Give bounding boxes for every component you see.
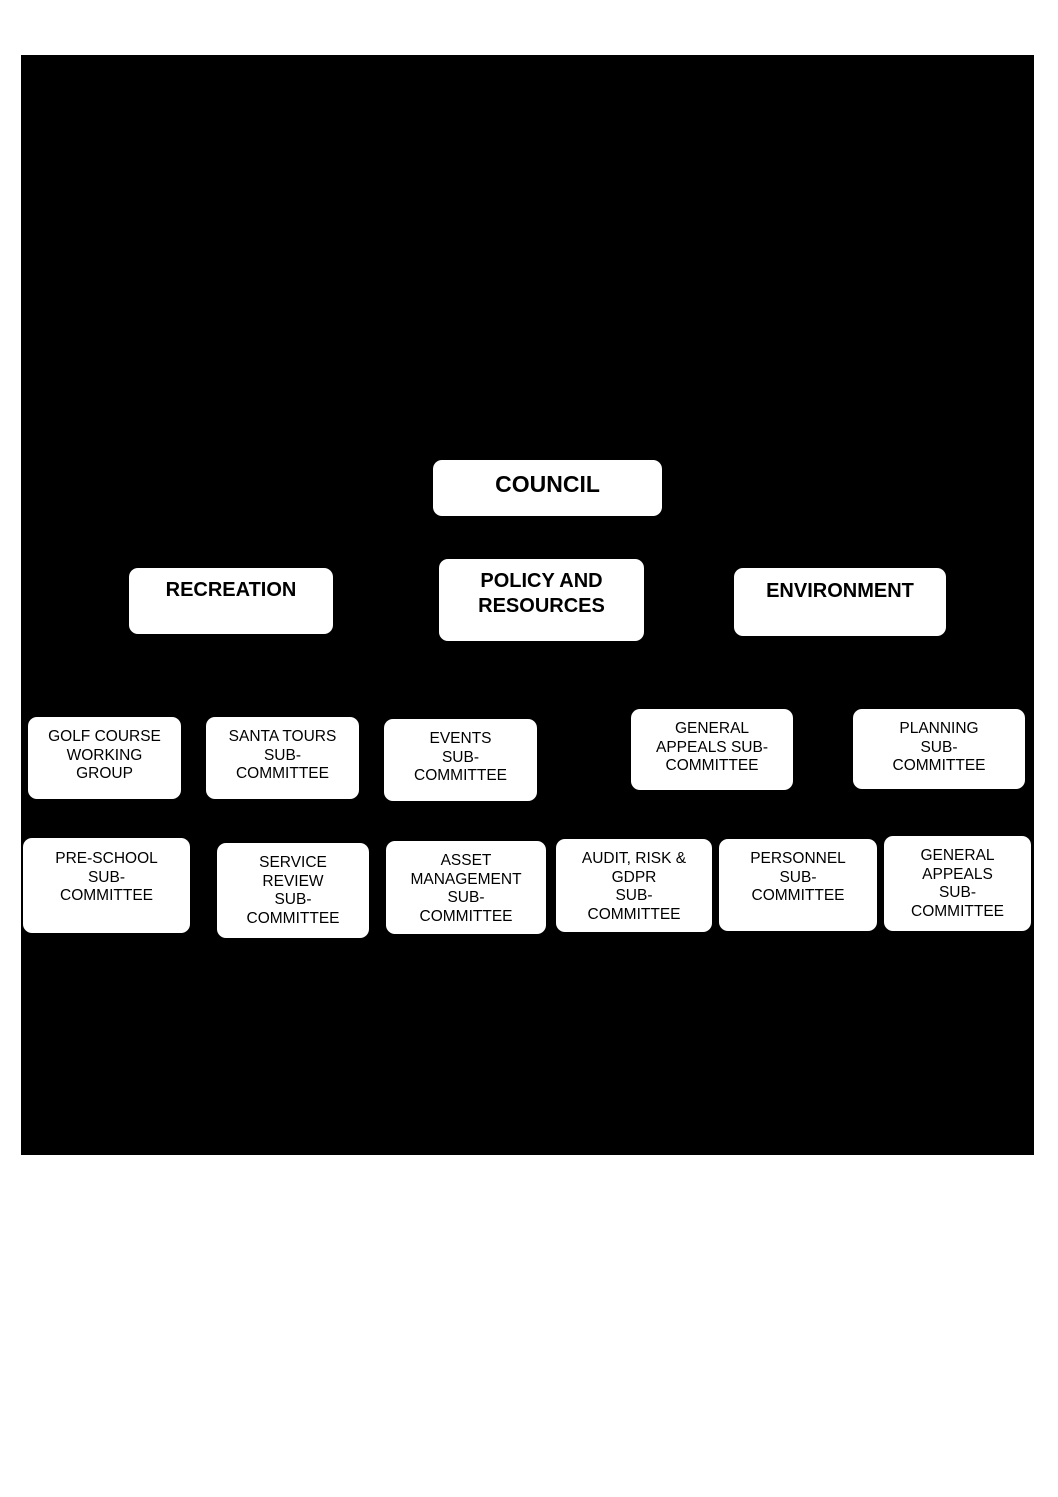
audit-risk-gdpr-subcommittee-box: AUDIT, RISK & GDPR SUB- COMMITTEE (556, 839, 712, 932)
environment-committee-box: ENVIRONMENT (734, 568, 946, 636)
recreation-committee-box: RECREATION (129, 568, 333, 634)
personnel-subcommittee-box: PERSONNEL SUB- COMMITTEE (719, 839, 877, 931)
asset-management-subcommittee-box: ASSET MANAGEMENT SUB- COMMITTEE (386, 841, 546, 934)
events-subcommittee-box: EVENTS SUB- COMMITTEE (384, 719, 537, 801)
general-appeals-subcommittee-env-box: GENERAL APPEALS SUB- COMMITTEE (631, 709, 793, 790)
planning-subcommittee-box: PLANNING SUB- COMMITTEE (853, 709, 1025, 789)
general-appeals-subcommittee-pr-box: GENERAL APPEALS SUB- COMMITTEE (884, 836, 1031, 931)
santa-tours-subcommittee-box: SANTA TOURS SUB- COMMITTEE (206, 717, 359, 799)
pre-school-subcommittee-box: PRE-SCHOOL SUB- COMMITTEE (23, 838, 190, 933)
service-review-subcommittee-box: SERVICE REVIEW SUB- COMMITTEE (217, 843, 369, 938)
policy-and-resources-committee-box: POLICY AND RESOURCES (439, 559, 644, 641)
council-box: COUNCIL (433, 460, 662, 516)
golf-course-working-group-box: GOLF COURSE WORKING GROUP (28, 717, 181, 799)
